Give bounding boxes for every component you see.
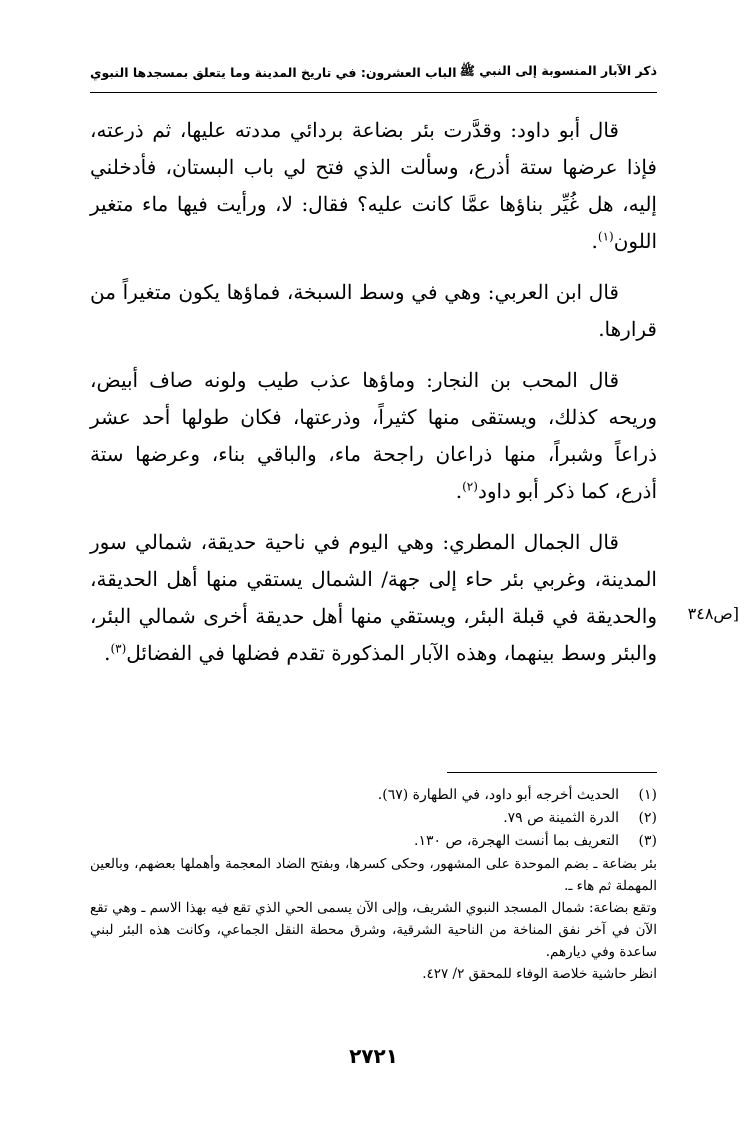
footnote-text: الحديث أخرجه أبو داود، في الطهارة (٦٧). bbox=[377, 787, 619, 803]
footnote-detail-line: انظر حاشية خلاصة الوفاء للمحقق ٢/ ٤٢٧. bbox=[422, 966, 657, 982]
paragraph: قال ابن العربي: وهي في وسط السبخة، فماؤها يكون متغيراً من قرارها. bbox=[90, 280, 657, 341]
footnote-ref: (١) bbox=[597, 229, 614, 244]
footnote-ref: (٣) bbox=[110, 641, 127, 656]
paragraph: قال المحب بن النجار: وماؤها عذب طيب ولونه صاف أبيض، وريحه كذلك، ويستقى منها كثيراً، وذرعتها، فكان طولها أحد عشر ذراعاً وشبراً، منها ذراعان راجحة ماء، والباقي بناء، وعرضها ستة أذرع، كما ذكر أبو داود$^{(٢)}$. bbox=[90, 368, 658, 503]
footnote-number: (٣) bbox=[638, 833, 657, 849]
footnote-number: (١) bbox=[638, 787, 657, 803]
footnote bbox=[90, 807, 657, 830]
footnote-detail-line: بئر بضاعة ـ بضم الموحدة على المشهور، وحكى كسرها، وبفتح الضاد المعجمة وأهملها بعضهم، وبالعين المهملة ثم هاء ـ. bbox=[90, 856, 657, 894]
chapter-title: الباب العشرون: في تاريخ المدينة وما يتعلق بمسجدها النبوي bbox=[90, 64, 457, 80]
header-divider bbox=[90, 92, 657, 93]
main-text bbox=[90, 112, 657, 686]
footnote-detail-line: وتقع بضاعة: شمال المسجد النبوي الشريف، وإلى الآن يسمى الحي الذي تقع فيه بهذا الاسم ـ وهي تقع الآن في آخر نفق المناخة من الناحية الشرقية، وشرق محطة النقل الجماعي، وكانت هذه البئر لبني ساعدة وفي ديارهم. bbox=[90, 900, 657, 960]
footnote-details bbox=[90, 853, 657, 985]
paragraph: قال الجمال المطري: وهي اليوم في ناحية حديقة، شمالي سور المدينة، وغربي بئر حاء إلى جهة/ الشمال يستقي منها أهل الحديقة، والحديقة في قبلة البئر، ويستقي منها أهل حديقة أخرى شمالي البئر، والبئر وسط بينهما، وهذه الآبار المذكورة تقدم فضلها في الفضائل$^{(٣)}$. bbox=[90, 530, 657, 665]
footnote bbox=[90, 830, 657, 853]
running-header bbox=[90, 58, 657, 86]
footnotes bbox=[90, 784, 657, 985]
footnote-text: الدرة الثمينة ص ٧٩. bbox=[503, 810, 619, 826]
footnote-ref: (٢) bbox=[462, 479, 478, 494]
margin-page-reference: [ص٣٤٨ bbox=[687, 604, 739, 623]
page-number: ٢٧٢١ bbox=[349, 1044, 398, 1068]
footnote-number: (٢) bbox=[638, 810, 657, 826]
book-title: ذكر الآبار المنسوبة إلى النبي ﷺ bbox=[459, 62, 657, 78]
footnote bbox=[90, 784, 657, 807]
paragraph: قال أبو داود: وقدَّرت بئر بضاعة بردائي مددته عليها، ثم ذرعته، فإذا عرضها ستة أذرع، وسألت الذي فتح لي باب البستان، فأدخلني إليه، هل غُيِّر بناؤها عمَّا كانت عليه؟ فقال: لا، ورأيت فيها ماء متغير اللون$^{(١)}$. bbox=[90, 118, 657, 253]
footnote-divider bbox=[447, 772, 657, 773]
footnote-text: التعريف بما أنست الهجرة، ص ١٣٠. bbox=[414, 833, 619, 849]
